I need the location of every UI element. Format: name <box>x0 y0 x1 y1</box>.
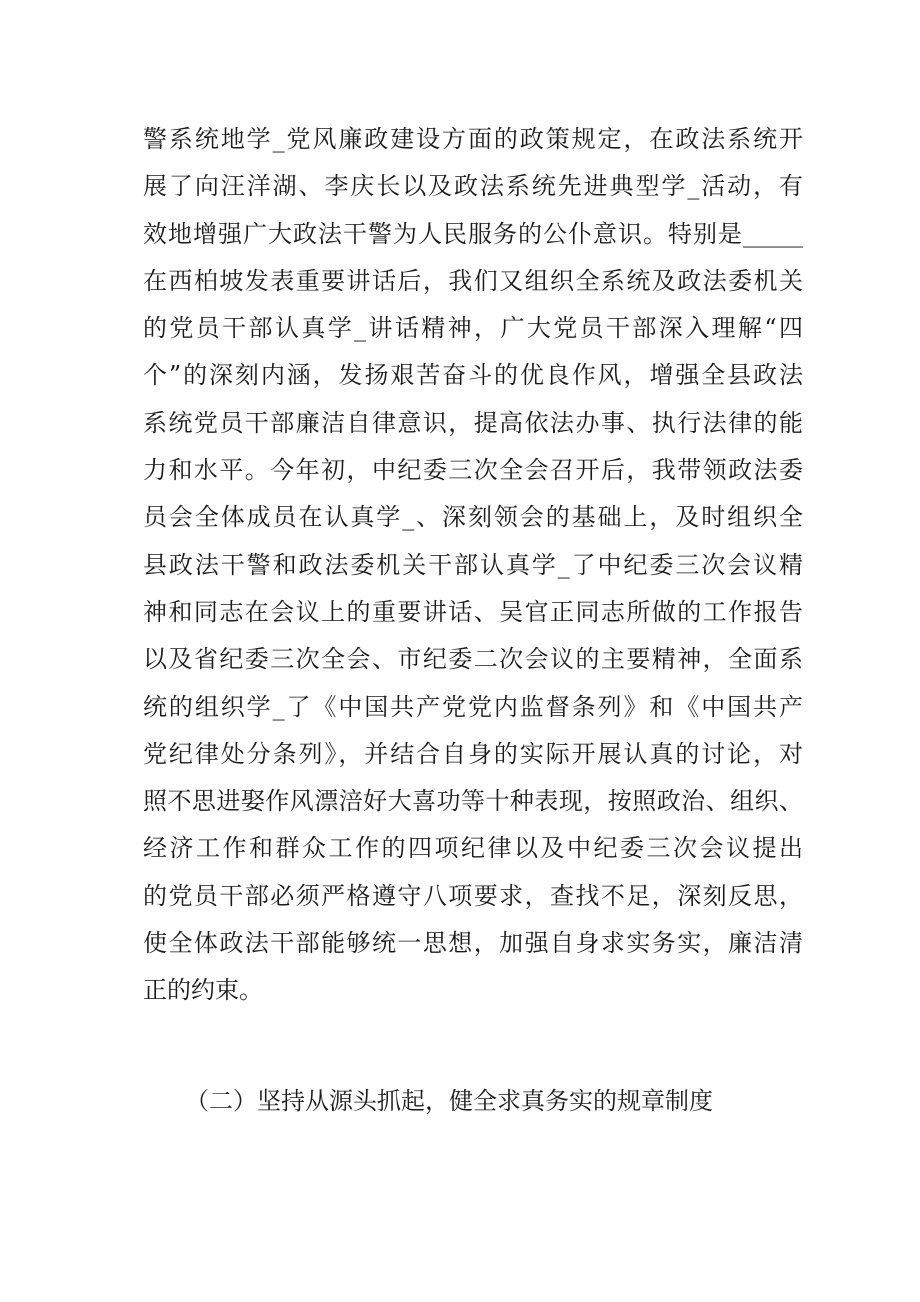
paragraph-line: 统的组织学_了《中国共产党党内监督条列》和《中国共产 <box>143 692 803 721</box>
paragraph-line: 党纪律处分条列》，并结合自身的实际开展认真的讨论，对 <box>143 739 803 768</box>
paragraph-line: 县政法干警和政法委机关干部认真学_了中纪委三次会议精 <box>143 550 803 579</box>
paragraph-line: 效地增强广大政法干警为人民服务的公仆意识。特别是_____ <box>143 219 803 248</box>
paragraph-line: 的党员干部必须严格遵守八项要求，查找不足，深刻反思， <box>143 881 803 910</box>
paragraph-line: 经济工作和群众工作的四项纪律以及中纪委三次会议提出 <box>143 834 803 863</box>
paragraph-line: 在西柏坡发表重要讲话后，我们又组织全系统及政法委机关 <box>143 266 803 295</box>
paragraph-line: 员会全体成员在认真学_、深刻领会的基础上，及时组织全 <box>143 503 803 532</box>
paragraph-line: 使全体政法干部能够统一思想，加强自身求实务实，廉洁清 <box>143 929 803 958</box>
paragraph-line: 个”的深刻内涵，发扬艰苦奋斗的优良作风，增强全县政法 <box>143 361 803 390</box>
body-paragraph <box>143 116 803 1015</box>
paragraph-line: 的党员干部认真学_讲话精神，广大党员干部深入理解“四 <box>143 314 803 343</box>
paragraph-line: 警系统地学_党风廉政建设方面的政策规定，在政法系统开 <box>143 125 803 153</box>
section-subheading: （二）坚持从源头抓起，健全求真务实的规章制度 <box>185 1087 713 1115</box>
paragraph-line: 以及省纪委三次全会、市纪委二次会议的主要精神，全面系 <box>143 645 803 674</box>
paragraph-line: 力和水平。今年初，中纪委三次全会召开后，我带领政法委 <box>143 456 803 485</box>
paragraph-line: 照不思进娶作风漂涪好大喜功等十种表现，按照政治、组织、 <box>143 787 803 816</box>
paragraph-line: 正的约束。 <box>143 976 263 1005</box>
paragraph-line: 系统党员干部廉洁自律意识，提高依法办事、执行法律的能 <box>143 408 803 437</box>
paragraph-line: 神和同志在会议上的重要讲话、吴官正同志所做的工作报告 <box>143 597 803 626</box>
paragraph-line: 展了向汪洋湖、李庆长以及政法系统先进典型学_活动，有 <box>143 172 803 201</box>
